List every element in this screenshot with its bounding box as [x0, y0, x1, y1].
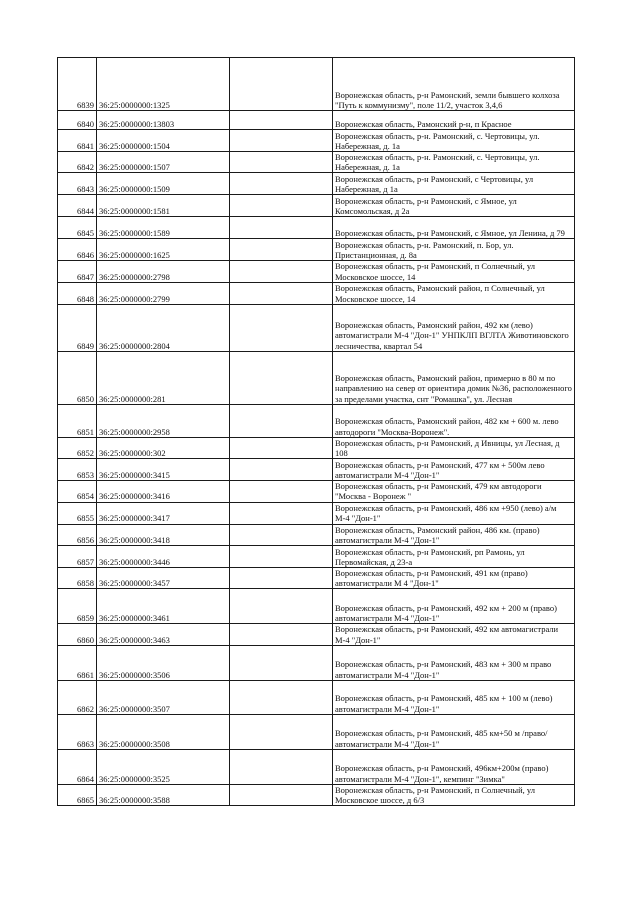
row-number: 6855 — [58, 502, 97, 524]
cadastral-number: 36:25:0000000:1509 — [97, 173, 230, 195]
row-number: 6852 — [58, 437, 97, 458]
row-number: 6840 — [58, 111, 97, 130]
row-number: 6854 — [58, 481, 97, 502]
cadastral-number: 36:25:0000000:1325 — [97, 58, 230, 111]
address-cell: Воронежская область, Рамонский р-н, п Красное — [333, 111, 575, 130]
empty-cell — [230, 261, 333, 282]
registry-table-body — [58, 58, 575, 806]
empty-cell — [230, 589, 333, 624]
empty-cell — [230, 351, 333, 404]
row-number: 6859 — [58, 589, 97, 624]
empty-cell — [230, 524, 333, 545]
table-row — [58, 568, 575, 589]
table-row — [58, 217, 575, 239]
row-number: 6862 — [58, 680, 97, 714]
cadastral-number: 36:25:0000000:302 — [97, 437, 230, 458]
empty-cell — [230, 624, 333, 645]
cadastral-number: 36:25:0000000:3446 — [97, 546, 230, 568]
table-row — [58, 130, 575, 152]
row-number: 6849 — [58, 304, 97, 351]
address-cell: Воронежская область, р-н Рамонский, 496км+200м (право) автомагистрали М-4 "Дон-1", кемпинг "Зимка" — [333, 749, 575, 784]
empty-cell — [230, 404, 333, 437]
address-cell: Воронежская область, р-н Рамонский, 485 км+50 м /право/ автомагистрали М-4 "Дон-1" — [333, 714, 575, 749]
address-cell: Воронежская область, р-н Рамонский, 492 км автомагистрали М-4 "Дон-1" — [333, 624, 575, 645]
table-row — [58, 195, 575, 217]
row-number: 6845 — [58, 217, 97, 239]
empty-cell — [230, 282, 333, 304]
address-cell: Воронежская область, р-н Рамонский, д Ивницы, ул Лесная, д 108 — [333, 437, 575, 458]
cadastral-number: 36:25:0000000:1507 — [97, 152, 230, 173]
row-number: 6860 — [58, 624, 97, 645]
empty-cell — [230, 437, 333, 458]
table-row — [58, 152, 575, 173]
table-row — [58, 111, 575, 130]
empty-cell — [230, 239, 333, 261]
cadastral-number: 36:25:0000000:3461 — [97, 589, 230, 624]
table-row — [58, 481, 575, 502]
row-number: 6861 — [58, 645, 97, 680]
table-row — [58, 624, 575, 645]
cadastral-number: 36:25:0000000:13803 — [97, 111, 230, 130]
cadastral-number: 36:25:0000000:281 — [97, 351, 230, 404]
empty-cell — [230, 304, 333, 351]
table-row — [58, 239, 575, 261]
row-number: 6856 — [58, 524, 97, 545]
empty-cell — [230, 217, 333, 239]
table-row — [58, 282, 575, 304]
row-number: 6864 — [58, 749, 97, 784]
table-row — [58, 58, 575, 111]
table-row — [58, 502, 575, 524]
table-row — [58, 524, 575, 545]
table-row — [58, 173, 575, 195]
cadastral-number: 36:25:0000000:2958 — [97, 404, 230, 437]
row-number: 6853 — [58, 459, 97, 481]
table-row — [58, 351, 575, 404]
cadastral-number: 36:25:0000000:3463 — [97, 624, 230, 645]
table-row — [58, 437, 575, 458]
table-row — [58, 304, 575, 351]
empty-cell — [230, 502, 333, 524]
address-cell: Воронежская область, р-н Рамонский, с Ямное, ул Ленина, д 79 — [333, 217, 575, 239]
table-row — [58, 546, 575, 568]
cadastral-number: 36:25:0000000:3418 — [97, 524, 230, 545]
registry-table — [57, 57, 575, 806]
cadastral-number: 36:25:0000000:1589 — [97, 217, 230, 239]
row-number: 6851 — [58, 404, 97, 437]
empty-cell — [230, 680, 333, 714]
address-cell: Воронежская область, р-н Рамонский, 491 км (право) автомагистрали М 4 "Дон-1" — [333, 568, 575, 589]
cadastral-number: 36:25:0000000:3457 — [97, 568, 230, 589]
empty-cell — [230, 714, 333, 749]
address-cell: Воронежская область, р-н. Рамонский, с. Чертовицы, ул. Набережная, д. 1а — [333, 152, 575, 173]
cadastral-number: 36:25:0000000:2804 — [97, 304, 230, 351]
empty-cell — [230, 111, 333, 130]
cadastral-number: 36:25:0000000:3415 — [97, 459, 230, 481]
address-cell: Воронежская область, р-н Рамонский, с Чертовицы, ул Набережная, д 1а — [333, 173, 575, 195]
empty-cell — [230, 645, 333, 680]
table-row — [58, 589, 575, 624]
cadastral-number: 36:25:0000000:2799 — [97, 282, 230, 304]
address-cell: Воронежская область, р-н Рамонский, 485 км + 100 м (лево) автомагистрали М-4 "Дон-1" — [333, 680, 575, 714]
table-row — [58, 404, 575, 437]
empty-cell — [230, 568, 333, 589]
address-cell: Воронежская область, р-н. Рамонский, п. Бор, ул. Пристанционная, д. 8а — [333, 239, 575, 261]
row-number: 6850 — [58, 351, 97, 404]
address-cell: Воронежская область, Рамонский район, 486 км. (право) автомагистрали М-4 "Дон-1" — [333, 524, 575, 545]
empty-cell — [230, 481, 333, 502]
table-row — [58, 784, 575, 805]
address-cell: Воронежская область, р-н Рамонский, 477 км + 500м лево автомагистрали М-4 "Дон-1" — [333, 459, 575, 481]
address-cell: Воронежская область, р-н Рамонский, 479 км автодороги "Москва - Воронеж " — [333, 481, 575, 502]
table-row — [58, 680, 575, 714]
table-row — [58, 749, 575, 784]
row-number: 6858 — [58, 568, 97, 589]
cadastral-number: 36:25:0000000:3507 — [97, 680, 230, 714]
row-number: 6846 — [58, 239, 97, 261]
address-cell: Воронежская область, р-н Рамонский, земли бывшего колхоза "Путь к коммунизму", поле 11/2, участок 3,4,6 — [333, 58, 575, 111]
address-cell: Воронежская область, р-н Рамонский, 492 км + 200 м (право) автомагистрали М-4 "Дон-1" — [333, 589, 575, 624]
empty-cell — [230, 784, 333, 805]
row-number: 6844 — [58, 195, 97, 217]
cadastral-number: 36:25:0000000:2798 — [97, 261, 230, 282]
row-number: 6839 — [58, 58, 97, 111]
row-number: 6847 — [58, 261, 97, 282]
empty-cell — [230, 459, 333, 481]
address-cell: Воронежская область, р-н. Рамонский, с. Чертовицы, ул. Набережная, д. 1а — [333, 130, 575, 152]
table-row — [58, 261, 575, 282]
cadastral-number: 36:25:0000000:3417 — [97, 502, 230, 524]
cadastral-number: 36:25:0000000:3506 — [97, 645, 230, 680]
cadastral-number: 36:25:0000000:3588 — [97, 784, 230, 805]
empty-cell — [230, 195, 333, 217]
table-row — [58, 714, 575, 749]
address-cell: Воронежская область, р-н Рамонский, с Ямное, ул Комсомольская, д 2а — [333, 195, 575, 217]
address-cell: Воронежская область, р-н Рамонский, 483 км + 300 м право автомагистрали М-4 "Дон-1" — [333, 645, 575, 680]
address-cell: Воронежская область, р-н Рамонский, п Солнечный, ул Московское шоссе, д 6/3 — [333, 784, 575, 805]
row-number: 6857 — [58, 546, 97, 568]
table-row — [58, 459, 575, 481]
row-number: 6863 — [58, 714, 97, 749]
row-number: 6865 — [58, 784, 97, 805]
cadastral-number: 36:25:0000000:1504 — [97, 130, 230, 152]
row-number: 6843 — [58, 173, 97, 195]
row-number: 6841 — [58, 130, 97, 152]
row-number: 6842 — [58, 152, 97, 173]
empty-cell — [230, 152, 333, 173]
cadastral-number: 36:25:0000000:1581 — [97, 195, 230, 217]
address-cell: Воронежская область, р-н Рамонский, 486 км +950 (лево) а/м М-4 "Дон-1" — [333, 502, 575, 524]
address-cell: Воронежская область, р-н Рамонский, рп Рамонь, ул Первомайская, д 23-а — [333, 546, 575, 568]
empty-cell — [230, 749, 333, 784]
table-row — [58, 645, 575, 680]
cadastral-number: 36:25:0000000:1625 — [97, 239, 230, 261]
empty-cell — [230, 173, 333, 195]
address-cell: Воронежская область, Рамонский район, примерно в 80 м по направлению на север от ориентира домик №36, расположенного за пределами участка, снт "Ромашка", ул. Лесная — [333, 351, 575, 404]
empty-cell — [230, 546, 333, 568]
empty-cell — [230, 130, 333, 152]
address-cell: Воронежская область, р-н Рамонский, п Солнечный, ул Московское шоссе, 14 — [333, 261, 575, 282]
cadastral-number: 36:25:0000000:3416 — [97, 481, 230, 502]
address-cell: Воронежская область, Рамонский район, 482 км + 600 м. лево автодороги "Москва-Воронеж". — [333, 404, 575, 437]
cadastral-number: 36:25:0000000:3525 — [97, 749, 230, 784]
row-number: 6848 — [58, 282, 97, 304]
address-cell: Воронежская область, Рамонский район, п Солнечный, ул Московское шоссе, 14 — [333, 282, 575, 304]
empty-cell — [230, 58, 333, 111]
cadastral-number: 36:25:0000000:3508 — [97, 714, 230, 749]
address-cell: Воронежская область, Рамонский район, 492 км (лево) автомагистрали М-4 "Дон-1" УНПКЛП ВГЛТА Животиновского лесничества, квартал 54 — [333, 304, 575, 351]
